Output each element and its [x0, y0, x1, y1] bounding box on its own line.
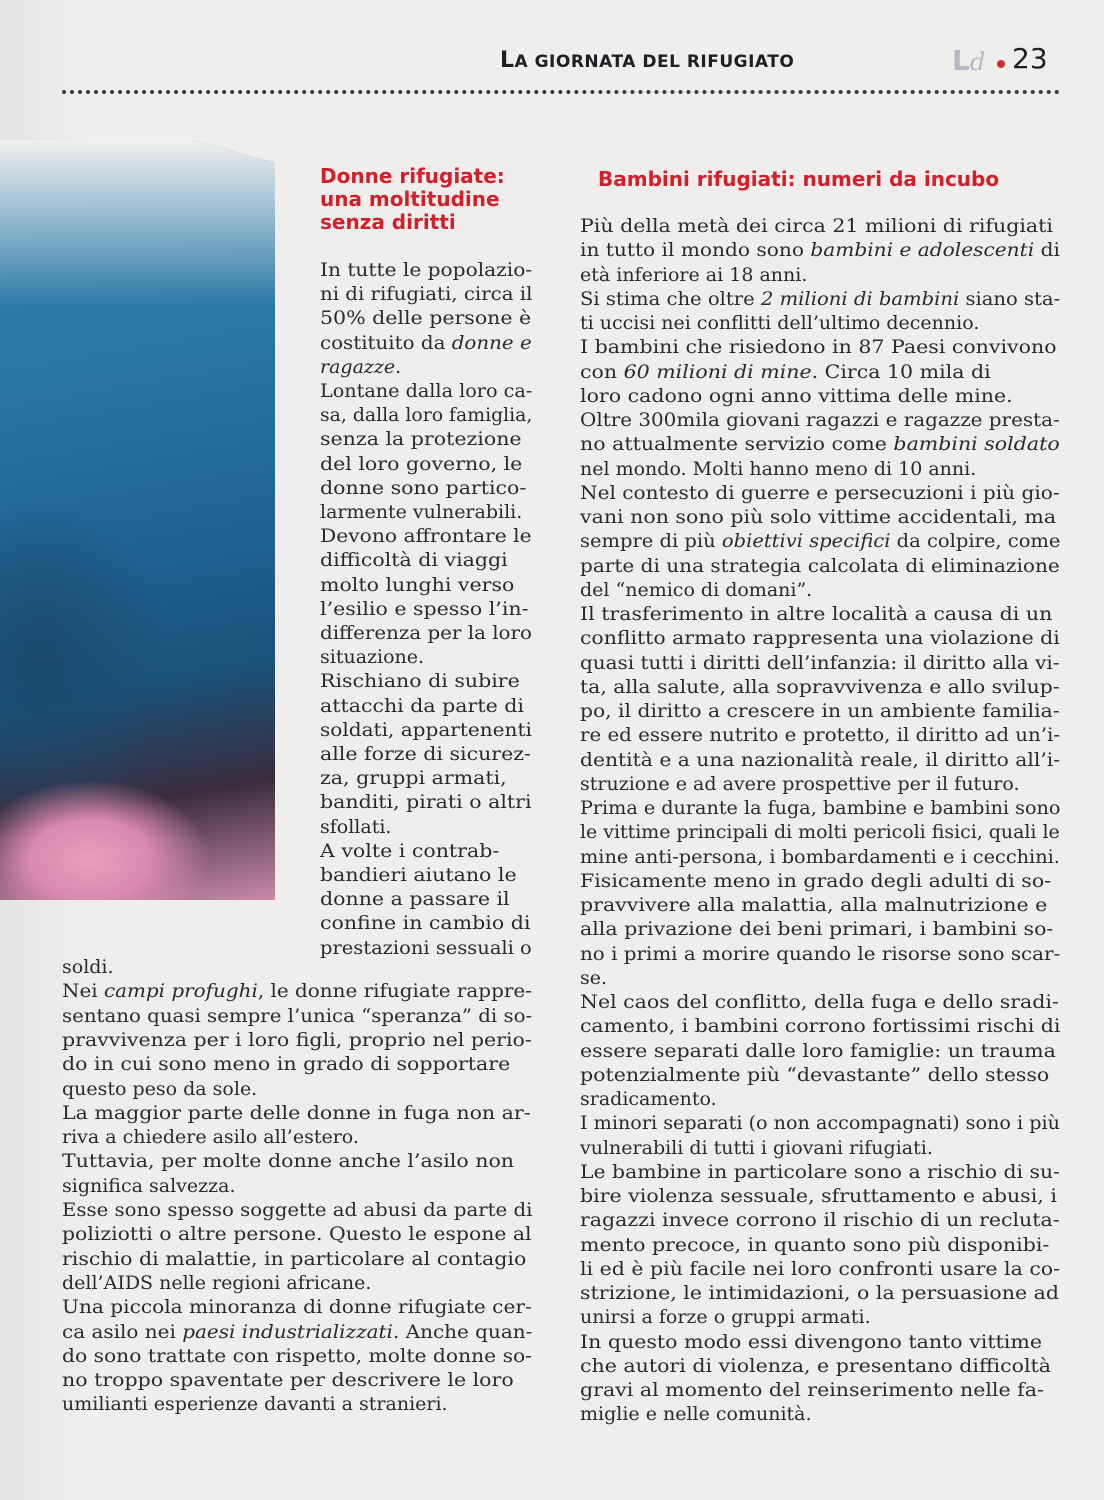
- children-text-line: re ed essere nutrito e protetto, il diritto ad un’i-: [580, 724, 1061, 747]
- women-text-line: ca asilo nei paesi industrializzati. Anche quan-: [62, 1320, 533, 1343]
- women-text-line: l’esilio e spesso l’in-: [320, 597, 529, 620]
- women-text-line: Una piccola minoranza di donne rifugiate cer-: [62, 1296, 532, 1319]
- page-header: [500, 40, 1060, 84]
- children-text-line: nel mondo. Molti hanno meno di 10 anni.: [580, 457, 977, 480]
- women-text-line: Rischiano di subire: [320, 670, 520, 693]
- children-text-line: struzione e ad avere prospettive per il futuro.: [580, 772, 1020, 795]
- children-text-line: po, il diritto a crescere in un ambiente familia-: [580, 700, 1060, 722]
- children-text-line: se.: [580, 966, 608, 989]
- women-text-line: soldati, appartenenti: [320, 718, 532, 741]
- children-text-line: vulnerabili di tutti i giovani rifugiati.: [580, 1136, 933, 1159]
- children-text-line: miglie e nelle comunità.: [580, 1403, 812, 1426]
- children-text-line: alla privazione dei beni primari, i bambini so-: [580, 918, 1054, 941]
- women-heading-line: senza diritti: [320, 210, 456, 234]
- women-text-line: Nei campi profughi, le donne rifugiate rappre-: [62, 980, 532, 1003]
- women-text-line: rischio di malattie, in particolare al contagio: [62, 1247, 527, 1270]
- children-text-line: ta, alla salute, alla sopravvivenza e allo svilup-: [580, 675, 1060, 698]
- children-text-line: quasi tutti i diritti dell’infanzia: il diritto alla vi-: [580, 651, 1060, 674]
- women-text-line: do in cui sono meno in grado di sopportare: [62, 1053, 511, 1076]
- women-text-line: sentano quasi sempre l’unica “speranza” di so-: [62, 1004, 533, 1027]
- women-text-line: donne sono partico-: [320, 476, 527, 499]
- women-text-line: no troppo spaventate per descrivere le loro: [62, 1369, 514, 1392]
- women-text-line: confine in cambio di: [320, 912, 531, 935]
- children-text-line: I minori separati (o non accompagnati) sono i più: [580, 1112, 1060, 1135]
- logo-letter: L: [952, 44, 970, 77]
- children-text-line: strizione, le intimidazioni, o la persuasione ad: [580, 1282, 1060, 1304]
- women-heading-line: una moltitudine: [320, 187, 500, 211]
- children-text-line: li ed è più facile nei loro confronti usare la co-: [580, 1257, 1061, 1280]
- women-text-line: bandieri aiutano le: [320, 864, 517, 886]
- women-text-line: alle forze di sicurez-: [320, 743, 531, 765]
- women-text-line: larmente vulnerabili.: [320, 501, 523, 523]
- page-number: 23: [1012, 42, 1048, 75]
- women-text-line: banditi, pirati o altri: [320, 791, 532, 814]
- children-section-heading: Bambini rifugiati: numeri da incubo: [598, 167, 1000, 191]
- women-text-line: ni di rifugiati, circa il: [320, 283, 533, 306]
- women-section-heading: [320, 165, 540, 234]
- children-text-line: vani non sono più solo vittime accidentali, ma: [580, 506, 1057, 528]
- header-bullet-dot: [997, 60, 1005, 68]
- women-text-line: sa, dalla loro famiglia,: [320, 404, 533, 427]
- children-text-line: In questo modo essi divengono tanto vittime: [580, 1330, 1042, 1353]
- children-text-line: Si stima che oltre 2 milioni di bambini siano sta-: [580, 287, 1061, 310]
- children-text-line: dentità e a una nazionalità reale, il diritto all’i-: [580, 748, 1061, 771]
- children-text-line: no attualmente servizio come bambini soldato: [580, 433, 1060, 456]
- children-text-line: sradicamento.: [580, 1088, 717, 1110]
- children-text-line: Nel contesto di guerre e persecuzioni i più gio-: [580, 481, 1060, 504]
- magazine-logo: [952, 44, 985, 77]
- women-heading-line: Donne rifugiate:: [320, 164, 505, 188]
- header-dotted-rule: [62, 90, 1060, 94]
- women-text-line: Esse sono spesso soggette ad abusi da parte di: [62, 1199, 533, 1221]
- children-text-line: unirsi a forze o gruppi armati.: [580, 1306, 871, 1329]
- women-text-line: differenza per la loro: [320, 622, 532, 644]
- women-text-line: senza la protezione: [320, 428, 522, 451]
- women-text-line: Lontane dalla loro ca-: [320, 380, 533, 402]
- women-text-line: In tutte le popolazio-: [320, 259, 533, 281]
- women-text-line: costituito da donne e: [320, 331, 532, 354]
- children-text-line: Le bambine in particolare sono a rischio di su-: [580, 1160, 1060, 1183]
- women-text-line: do sono trattate con rispetto, molte donne so-: [62, 1344, 533, 1367]
- women-text-line: za, gruppi armati,: [320, 767, 507, 790]
- women-text-line: donne a passare il: [320, 888, 510, 911]
- children-text-line: parte di una strategia calcolata di eliminazione: [580, 554, 1060, 577]
- women-text-line: A volte i contrab-: [320, 839, 500, 862]
- children-text-line: no i primi a morire quando le risorse sono scar-: [580, 942, 1061, 965]
- children-text-line: gravi al momento del reinserimento nelle fa-: [580, 1379, 1044, 1401]
- children-text-line: del “nemico di domani”.: [580, 578, 813, 601]
- children-text-line: I bambini che risiedono in 87 Paesi convivono: [580, 336, 1057, 359]
- women-text-line: La maggior parte delle donne in fuga non ar-: [62, 1101, 531, 1124]
- women-text-line: prestazioni sessuali o: [320, 936, 532, 959]
- children-text-line: camento, i bambini corrono fortissimi rischi di: [580, 1015, 1061, 1038]
- women-text-line: dell’AIDS nelle regioni africane.: [62, 1271, 372, 1294]
- children-text-line: Nel caos del conflitto, della fuga e dello sradi-: [580, 991, 1059, 1013]
- women-text-line: del loro governo, le: [320, 452, 523, 475]
- children-text-line: loro cadono ogni anno vittima delle mine.: [580, 384, 1013, 407]
- women-text-line: riva a chiedere asilo all’estero.: [62, 1126, 359, 1149]
- children-text-line: in tutto il mondo sono bambini e adolescenti di: [580, 239, 1060, 262]
- women-text-line: attacchi da parte di: [320, 694, 524, 717]
- women-text-line: significa salvezza.: [62, 1174, 236, 1197]
- children-text-line: che autori di violenza, e presentano difficoltà: [580, 1354, 1052, 1377]
- women-text-line: pravvivenza per i loro figli, proprio nel perio-: [62, 1028, 532, 1051]
- children-text-line: Il trasferimento in altre località a causa di un: [580, 603, 1053, 625]
- running-title-rest: A GIORNATA DEL RIFUGIATO: [514, 52, 795, 72]
- children-text-line: Prima e durante la fuga, bambine e bambini sono: [580, 797, 1061, 819]
- children-text-line: pravvivere alla malattia, alla malnutrizione e: [580, 894, 1048, 916]
- women-text-line: ragazze.: [320, 355, 402, 378]
- children-text-line: potenzialmente più “devastante” dello stesso: [580, 1063, 1050, 1086]
- women-text-line: difficoltà di viaggi: [320, 549, 508, 572]
- women-text-line: soldi.: [62, 956, 114, 978]
- women-text-line: poliziotti o altre persone. Questo le espone al: [62, 1223, 532, 1246]
- logo-letter-italic: d: [969, 48, 986, 76]
- children-text-line: sempre di più obiettivi specifici da colpire, come: [580, 530, 1061, 553]
- children-text-line: le vittime principali di molti pericoli fisici, quali le: [580, 821, 1060, 844]
- running-title: [500, 48, 794, 73]
- women-text-line: questo peso da sole.: [62, 1077, 258, 1100]
- children-text-line: mento precoce, in quanto sono più disponibi-: [580, 1233, 1050, 1256]
- refugee-photo: [0, 140, 275, 900]
- women-text-line: 50% delle persone è: [320, 307, 532, 330]
- children-text-line: con 60 milioni di mine. Circa 10 mila di: [580, 360, 991, 383]
- running-title-initial: L: [500, 48, 515, 73]
- children-text-line: essere separati dalle loro famiglie: un trauma: [580, 1039, 1056, 1062]
- women-text-line: umilianti esperienze davanti a stranieri.: [62, 1393, 448, 1416]
- children-text-line: Fisicamente meno in grado degli adulti di so-: [580, 869, 1052, 892]
- children-text-line: età inferiore ai 18 anni.: [580, 263, 808, 286]
- women-text-line: Devono affrontare le: [320, 525, 532, 548]
- children-text-line: conflitto armato rappresenta una violazione di: [580, 627, 1060, 650]
- children-text-line: mine anti-persona, i bombardamenti e i cecchini.: [580, 845, 1060, 868]
- children-text-line: Oltre 300mila giovani ragazzi e ragazze presta-: [580, 409, 1060, 431]
- children-text-line: ragazzi invece corrono il rischio di un recluta-: [580, 1209, 1060, 1232]
- women-text-line: situazione.: [320, 646, 425, 669]
- women-text-line: sfollati.: [320, 815, 392, 838]
- women-text-line: molto lunghi verso: [320, 573, 515, 596]
- women-text-line: Tuttavia, per molte donne anche l’asilo non: [62, 1150, 515, 1173]
- children-text-line: Più della metà dei circa 21 milioni di rifugiati: [580, 215, 1053, 237]
- children-text-line: bire violenza sessuale, sfruttamento e abusi, i: [580, 1185, 1057, 1207]
- children-text-line: ti uccisi nei conflitti dell’ultimo decennio.: [580, 312, 980, 334]
